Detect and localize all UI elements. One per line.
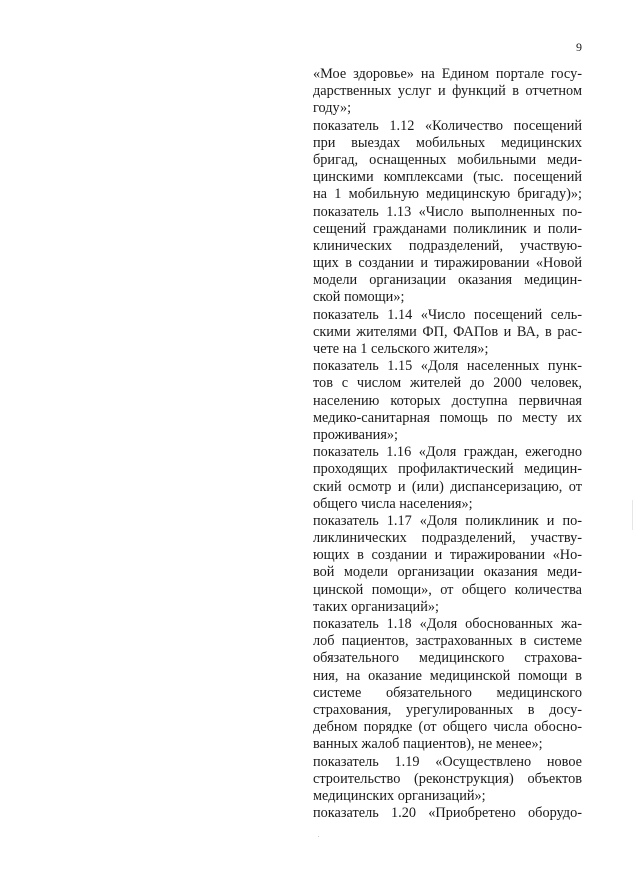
text-line: дарственных услуг и функций в отчетном — [313, 83, 582, 100]
text-line: показатель 1.12 «Количество посещений — [313, 117, 582, 134]
text-line: скими жителями ФП, ФАПов и ВА, в рас- — [313, 323, 582, 340]
text-line: дебном порядке (от общего числа обосно- — [313, 719, 582, 736]
text-line: обязательного медицинского страхова- — [313, 650, 582, 667]
text-line: на 1 мобильную медицинскую бригаду)»; — [313, 186, 582, 203]
text-line: общего числа населения»; — [313, 495, 473, 512]
text-line: ванных жалоб пациентов), не менее»; — [313, 736, 543, 753]
text-line: проживания»; — [313, 426, 399, 443]
text-line: показатель 1.19 «Осуществлено новое — [313, 753, 582, 770]
body-text — [313, 66, 582, 822]
text-line: показатель 1.16 «Доля граждан, ежегодно — [313, 444, 582, 461]
text-line: системе обязательного медицинского — [313, 684, 582, 701]
text-line: показатель 1.20 «Приобретено оборудо- — [313, 805, 582, 822]
text-line: показатель 1.13 «Число выполненных по- — [313, 203, 582, 220]
text-line: ской помощи»; — [313, 289, 405, 306]
text-line: показатель 1.14 «Число посещений сель- — [313, 306, 582, 323]
text-line: щих в создании и тиражировании «Новой — [313, 255, 582, 272]
text-line: клинических подразделений, участвую- — [313, 237, 582, 254]
text-line: показатель 1.18 «Доля обоснованных жа- — [313, 616, 582, 632]
text-line: ющих в создании и тиражировании «Но- — [313, 547, 582, 564]
text-line: строительство (реконструкция) объектов — [313, 770, 582, 787]
text-line: при выездах мобильных медицинских — [313, 134, 582, 151]
text-line: сещений гражданами поликлиник и поли- — [313, 220, 582, 237]
text-line: ский осмотр и (или) диспансеризацию, от — [313, 478, 582, 495]
text-line: вой модели организации оказания меди- — [313, 564, 582, 581]
text-line: ликлинических подразделений, участву- — [313, 530, 582, 547]
text-line: медико-санитарная помощь по месту их — [313, 409, 582, 426]
text-line: чете на 1 сельского жителя»; — [313, 341, 489, 357]
text-line: показатель 1.17 «Доля поликлиник и по- — [313, 512, 582, 529]
page-number: 9 — [576, 40, 582, 54]
text-line: году»; — [313, 100, 352, 117]
scan-speck — [632, 500, 633, 530]
text-line: тов с числом жителей до 2000 человек, — [313, 375, 582, 392]
text-line: цинскими комплексами (тыс. посещений — [313, 169, 582, 186]
text-line: бригад, оснащенных мобильными меди- — [313, 151, 582, 168]
text-line: цинской помощи», от общего количества — [313, 581, 582, 598]
text-line: лоб пациентов, застрахованных в системе — [313, 633, 582, 650]
text-line: ния, на оказание медицинской помощи в — [313, 667, 582, 684]
text-line: населению которых доступна первичная — [313, 392, 582, 409]
text-line: «Мое здоровье» на Едином портале госу- — [313, 66, 582, 82]
text-line: таких организаций»; — [313, 598, 439, 615]
text-line: страхования, урегулированных в досу- — [313, 701, 582, 718]
text-line: показатель 1.15 «Доля населенных пунк- — [313, 358, 582, 375]
text-line: проходящих профилактический медицин- — [313, 461, 582, 478]
scan-speck — [318, 836, 319, 837]
text-line: модели организации оказания медицин- — [313, 272, 582, 289]
text-line: медицинских организаций»; — [313, 787, 486, 804]
